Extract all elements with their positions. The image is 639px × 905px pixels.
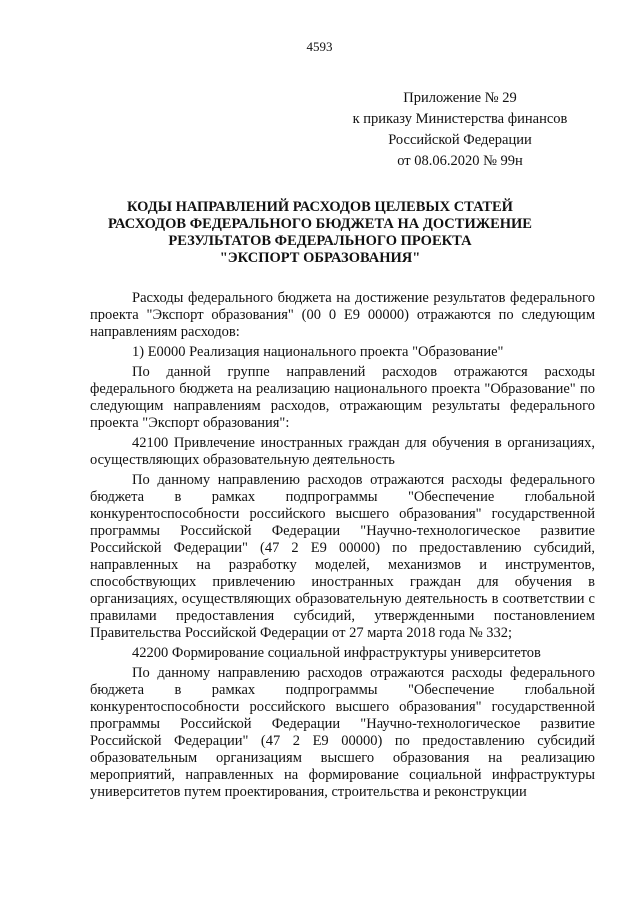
title-line: "ЭКСПОРТ ОБРАЗОВАНИЯ" [219,250,421,266]
appendix-header [340,88,580,172]
appendix-line: Приложение № 29 [403,90,517,106]
page-number: 4593 [306,39,333,54]
title-line: РАСХОДОВ ФЕДЕРАЛЬНОГО БЮДЖЕТА НА ДОСТИЖЕНИЕ [108,216,532,232]
body-paragraph: 1) E0000 Реализация национального проекта "Образование" [132,344,504,360]
appendix-line: к приказу Министерства финансов [352,111,568,127]
body-paragraph: По данному направлению расходов отражаются расходы федерального бюджета в рамках подпрограммы "Обеспечение глобальной конкурентоспособности российского высшего образования" государственной программы Российской Федерации "Научно-технологическое развитие Российской Федерации" (47 2 E9 00000) по предоставлению субсидий, направленных на разработку моделей, механизмов и инструментов, способствующих привлечению иностранных граждан для обучения в организациях, осуществляющих образовательную деятельность в соответствии с правилами предоставления субсидий, утвержденными постановлением Правительства Российской Федерации от 27 марта 2018 года № 332; [90,472,595,641]
document-title [90,199,550,267]
body-paragraph: 42100 Привлечение иностранных граждан для обучения в организациях, осуществляющих образовательную деятельность [90,435,595,468]
title-line: РЕЗУЛЬТАТОВ ФЕДЕРАЛЬНОГО ПРОЕКТА [168,233,472,249]
body-paragraph: 42200 Формирование социальной инфраструктуры университетов [132,645,541,661]
document-body [90,290,595,801]
body-paragraph: Расходы федерального бюджета на достижение результатов федерального проекта "Экспорт образования" (00 0 E9 00000) отражаются по следующим направлениям расходов: [90,290,595,340]
title-line: КОДЫ НАПРАВЛЕНИЙ РАСХОДОВ ЦЕЛЕВЫХ СТАТЕЙ [127,199,513,215]
appendix-line: от 08.06.2020 № 99н [397,153,523,169]
body-paragraph: По данному направлению расходов отражаются расходы федерального бюджета в рамках подпрограммы "Обеспечение глобальной конкурентоспособности российского высшего образования" государственной программы Российской Федерации "Научно-технологическое развитие Российской Федерации" (47 2 E9 00000) по предоставлению субсидий образовательным организациям высшего образования на реализацию мероприятий, направленных на формирование социальной инфраструктуры университетов путем проектирования, строительства и реконструкции [90,665,595,800]
appendix-line: Российской Федерации [388,132,532,148]
body-paragraph: По данной группе направлений расходов отражаются расходы федерального бюджета на реализацию национального проекта "Образование" по следующим направлениям расходов, отражающим результаты федерального проекта "Экспорт образования": [90,364,595,431]
